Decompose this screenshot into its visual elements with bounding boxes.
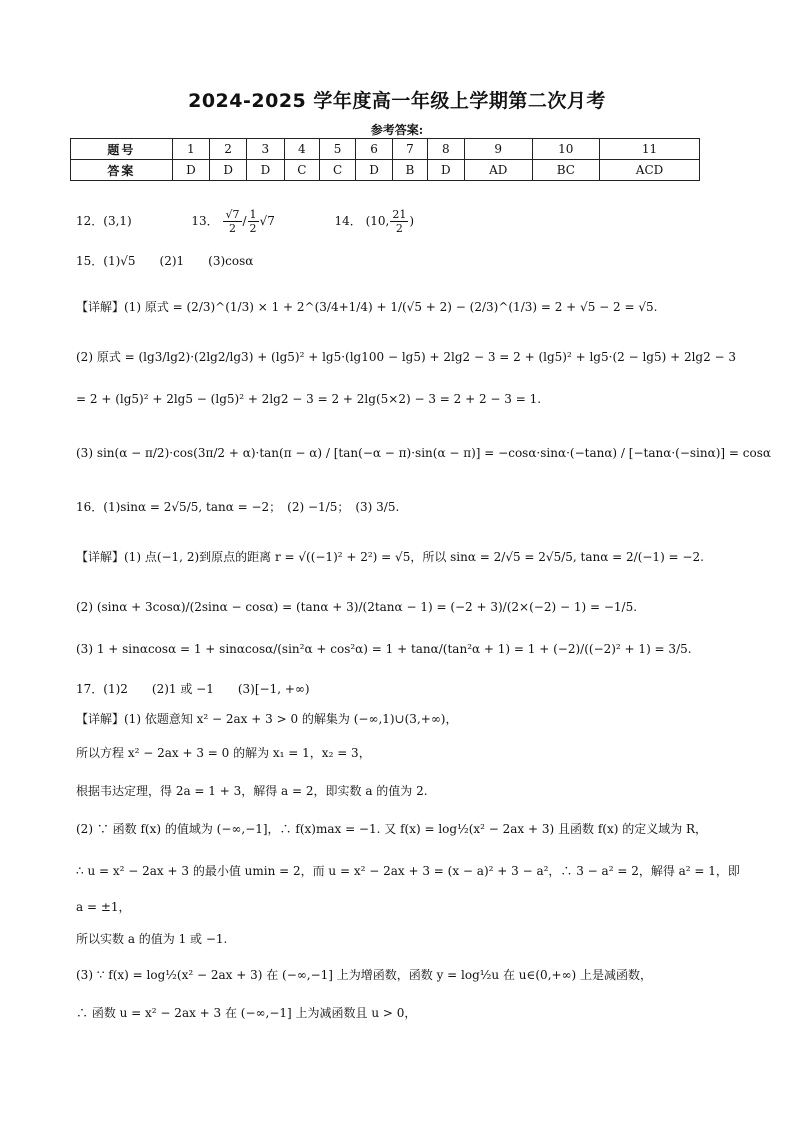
q14-left: (10, bbox=[365, 214, 390, 228]
answer-cell: AD bbox=[464, 160, 532, 181]
q16-detail-1: 【详解】(1) 点(−1, 2)到原点的距离 r = √((−1)² + 2²) = √5，所以 sinα = 2/√5 = 2√5/5, tanα = 2/(−1) = −2. bbox=[76, 550, 704, 564]
q16-answer: 16．(1)sinα = 2√5/5, tanα = −2； (2) −1/5； (3) 3/5. bbox=[76, 500, 400, 514]
question-number-cell: 9 bbox=[464, 139, 532, 160]
question-number-cell: 2 bbox=[210, 139, 247, 160]
q15-detail-1: 【详解】(1) 原式 = (2/3)^(1/3) × 1 + 2^(3/4+1/4) + 1/(√5 + 2) − (2/3)^(1/3) = 2 + √5 − 2 = √5. bbox=[76, 300, 658, 314]
row-label-answer: 答案 bbox=[71, 160, 173, 181]
q17-detail-8: (3) ∵ f(x) = log½(x² − 2ax + 3) 在 (−∞,−1] 上为增函数，函数 y = log½u 在 u∈(0,+∞) 上是减函数， bbox=[76, 968, 653, 982]
q13-a-numerator: √7 bbox=[225, 208, 240, 221]
q13-separator: / bbox=[242, 214, 247, 228]
q13-b-denominator: 2 bbox=[249, 222, 257, 235]
question-number-cell: 11 bbox=[600, 139, 700, 160]
answer-cell: ACD bbox=[600, 160, 700, 181]
q14-fraction bbox=[390, 208, 408, 235]
q17-detail-6: a = ±1， bbox=[76, 900, 131, 914]
answer-row bbox=[71, 160, 700, 181]
answer-cell: D bbox=[355, 160, 392, 181]
q14-numerator: 21 bbox=[392, 208, 407, 221]
question-number-cell: 4 bbox=[284, 139, 320, 160]
q17-detail-5: ∴ u = x² − 2ax + 3 的最小值 umin = 2，而 u = x² − 2ax + 3 = (x − a)² + 3 − a²，∴ 3 − a² = 2，解得 a² = 1，即 bbox=[76, 864, 740, 878]
q15-answer: 15．(1)√5 (2)1 (3)cosα bbox=[76, 254, 254, 268]
question-number-cell: 6 bbox=[355, 139, 392, 160]
q13-label: 13． bbox=[191, 214, 219, 228]
q14-denominator: 2 bbox=[395, 222, 403, 235]
answer-cell: D bbox=[247, 160, 284, 181]
answer-cell: BC bbox=[532, 160, 599, 181]
q13-fraction-a bbox=[223, 208, 241, 235]
q15-detail-3: (3) sin(α − π/2)·cos(3π/2 + α)·tan(π − α) / [tan(−α − π)·sin(α − π)] = −cosα·sinα·(−tanα) / [−tanα·(−sinα)] = cosα bbox=[76, 446, 771, 460]
answer-cell: C bbox=[284, 160, 320, 181]
q16-detail-3: (3) 1 + sinαcosα = 1 + sinαcosα/(sin²α + cos²α) = 1 + tanα/(tan²α + 1) = 1 + (−2)/((−2)² + 1) = 3/5. bbox=[76, 642, 692, 656]
answer-cell: B bbox=[393, 160, 427, 181]
q17-detail-1: 【详解】(1) 依题意知 x² − 2ax + 3 > 0 的解集为 (−∞,1)∪(3,+∞)， bbox=[76, 712, 458, 726]
page-title: 2024-2025 学年度高一年级上学期第二次月考 bbox=[188, 90, 606, 112]
q13-fraction-b bbox=[248, 208, 259, 235]
q14-label: 14． bbox=[334, 214, 362, 228]
answer-cell: D bbox=[427, 160, 464, 181]
question-number-cell: 10 bbox=[532, 139, 599, 160]
answers-12-to-14 bbox=[76, 208, 414, 235]
q17-detail-9: ∴ 函数 u = x² − 2ax + 3 在 (−∞,−1] 上为减函数且 u > 0， bbox=[76, 1006, 417, 1020]
answer-cell: D bbox=[210, 160, 247, 181]
q14-right: ) bbox=[409, 214, 415, 228]
q13-a-denominator: 2 bbox=[228, 222, 236, 235]
answer-cell: D bbox=[172, 160, 209, 181]
q15-detail-2b: = 2 + (lg5)² + 2lg5 − (lg5)² + 2lg2 − 3 = 2 + 2lg(5×2) − 3 = 2 + 2 − 3 = 1. bbox=[76, 392, 542, 406]
answer-table bbox=[70, 138, 700, 181]
q17-detail-3: 根据韦达定理，得 2a = 1 + 3，解得 a = 2，即实数 a 的值为 2. bbox=[76, 784, 428, 798]
question-number-cell: 8 bbox=[427, 139, 464, 160]
q17-detail-7: 所以实数 a 的值为 1 或 −1. bbox=[76, 932, 228, 946]
question-number-cell: 1 bbox=[172, 139, 209, 160]
question-number-cell: 5 bbox=[320, 139, 356, 160]
q17-detail-2: 所以方程 x² − 2ax + 3 = 0 的解为 x₁ = 1，x₂ = 3， bbox=[76, 746, 371, 760]
q13-b-tail: √7 bbox=[259, 214, 275, 228]
answer-key-label: 参考答案: bbox=[370, 123, 424, 137]
q17-answer: 17．(1)2 (2)1 或 −1 (3)[−1, +∞) bbox=[76, 682, 310, 696]
q16-detail-2: (2) (sinα + 3cosα)/(2sinα − cosα) = (tanα + 3)/(2tanα − 1) = (−2 + 3)/(2×(−2) − 1) = −1/5. bbox=[76, 600, 638, 614]
q17-detail-4: (2) ∵ 函数 f(x) 的值域为 (−∞,−1]，∴ f(x)max = −1. 又 f(x) = log½(x² − 2ax + 3) 且函数 f(x) 的定义域为 R， bbox=[76, 822, 708, 836]
question-number-cell: 3 bbox=[247, 139, 284, 160]
question-number-cell: 7 bbox=[393, 139, 427, 160]
q13-b-numerator: 1 bbox=[249, 208, 257, 221]
q12-answer: 12．(3,1) bbox=[76, 214, 132, 228]
q15-detail-2a: (2) 原式 = (lg3/lg2)·(2lg2/lg3) + (lg5)² + lg5·(lg100 − lg5) + 2lg2 − 3 = 2 + (lg5)² + lg5·(2 − lg5) + 2lg2 − 3 bbox=[76, 350, 737, 364]
row-label-question-number: 题号 bbox=[71, 139, 173, 160]
answer-cell: C bbox=[320, 160, 356, 181]
question-number-row bbox=[71, 139, 700, 160]
